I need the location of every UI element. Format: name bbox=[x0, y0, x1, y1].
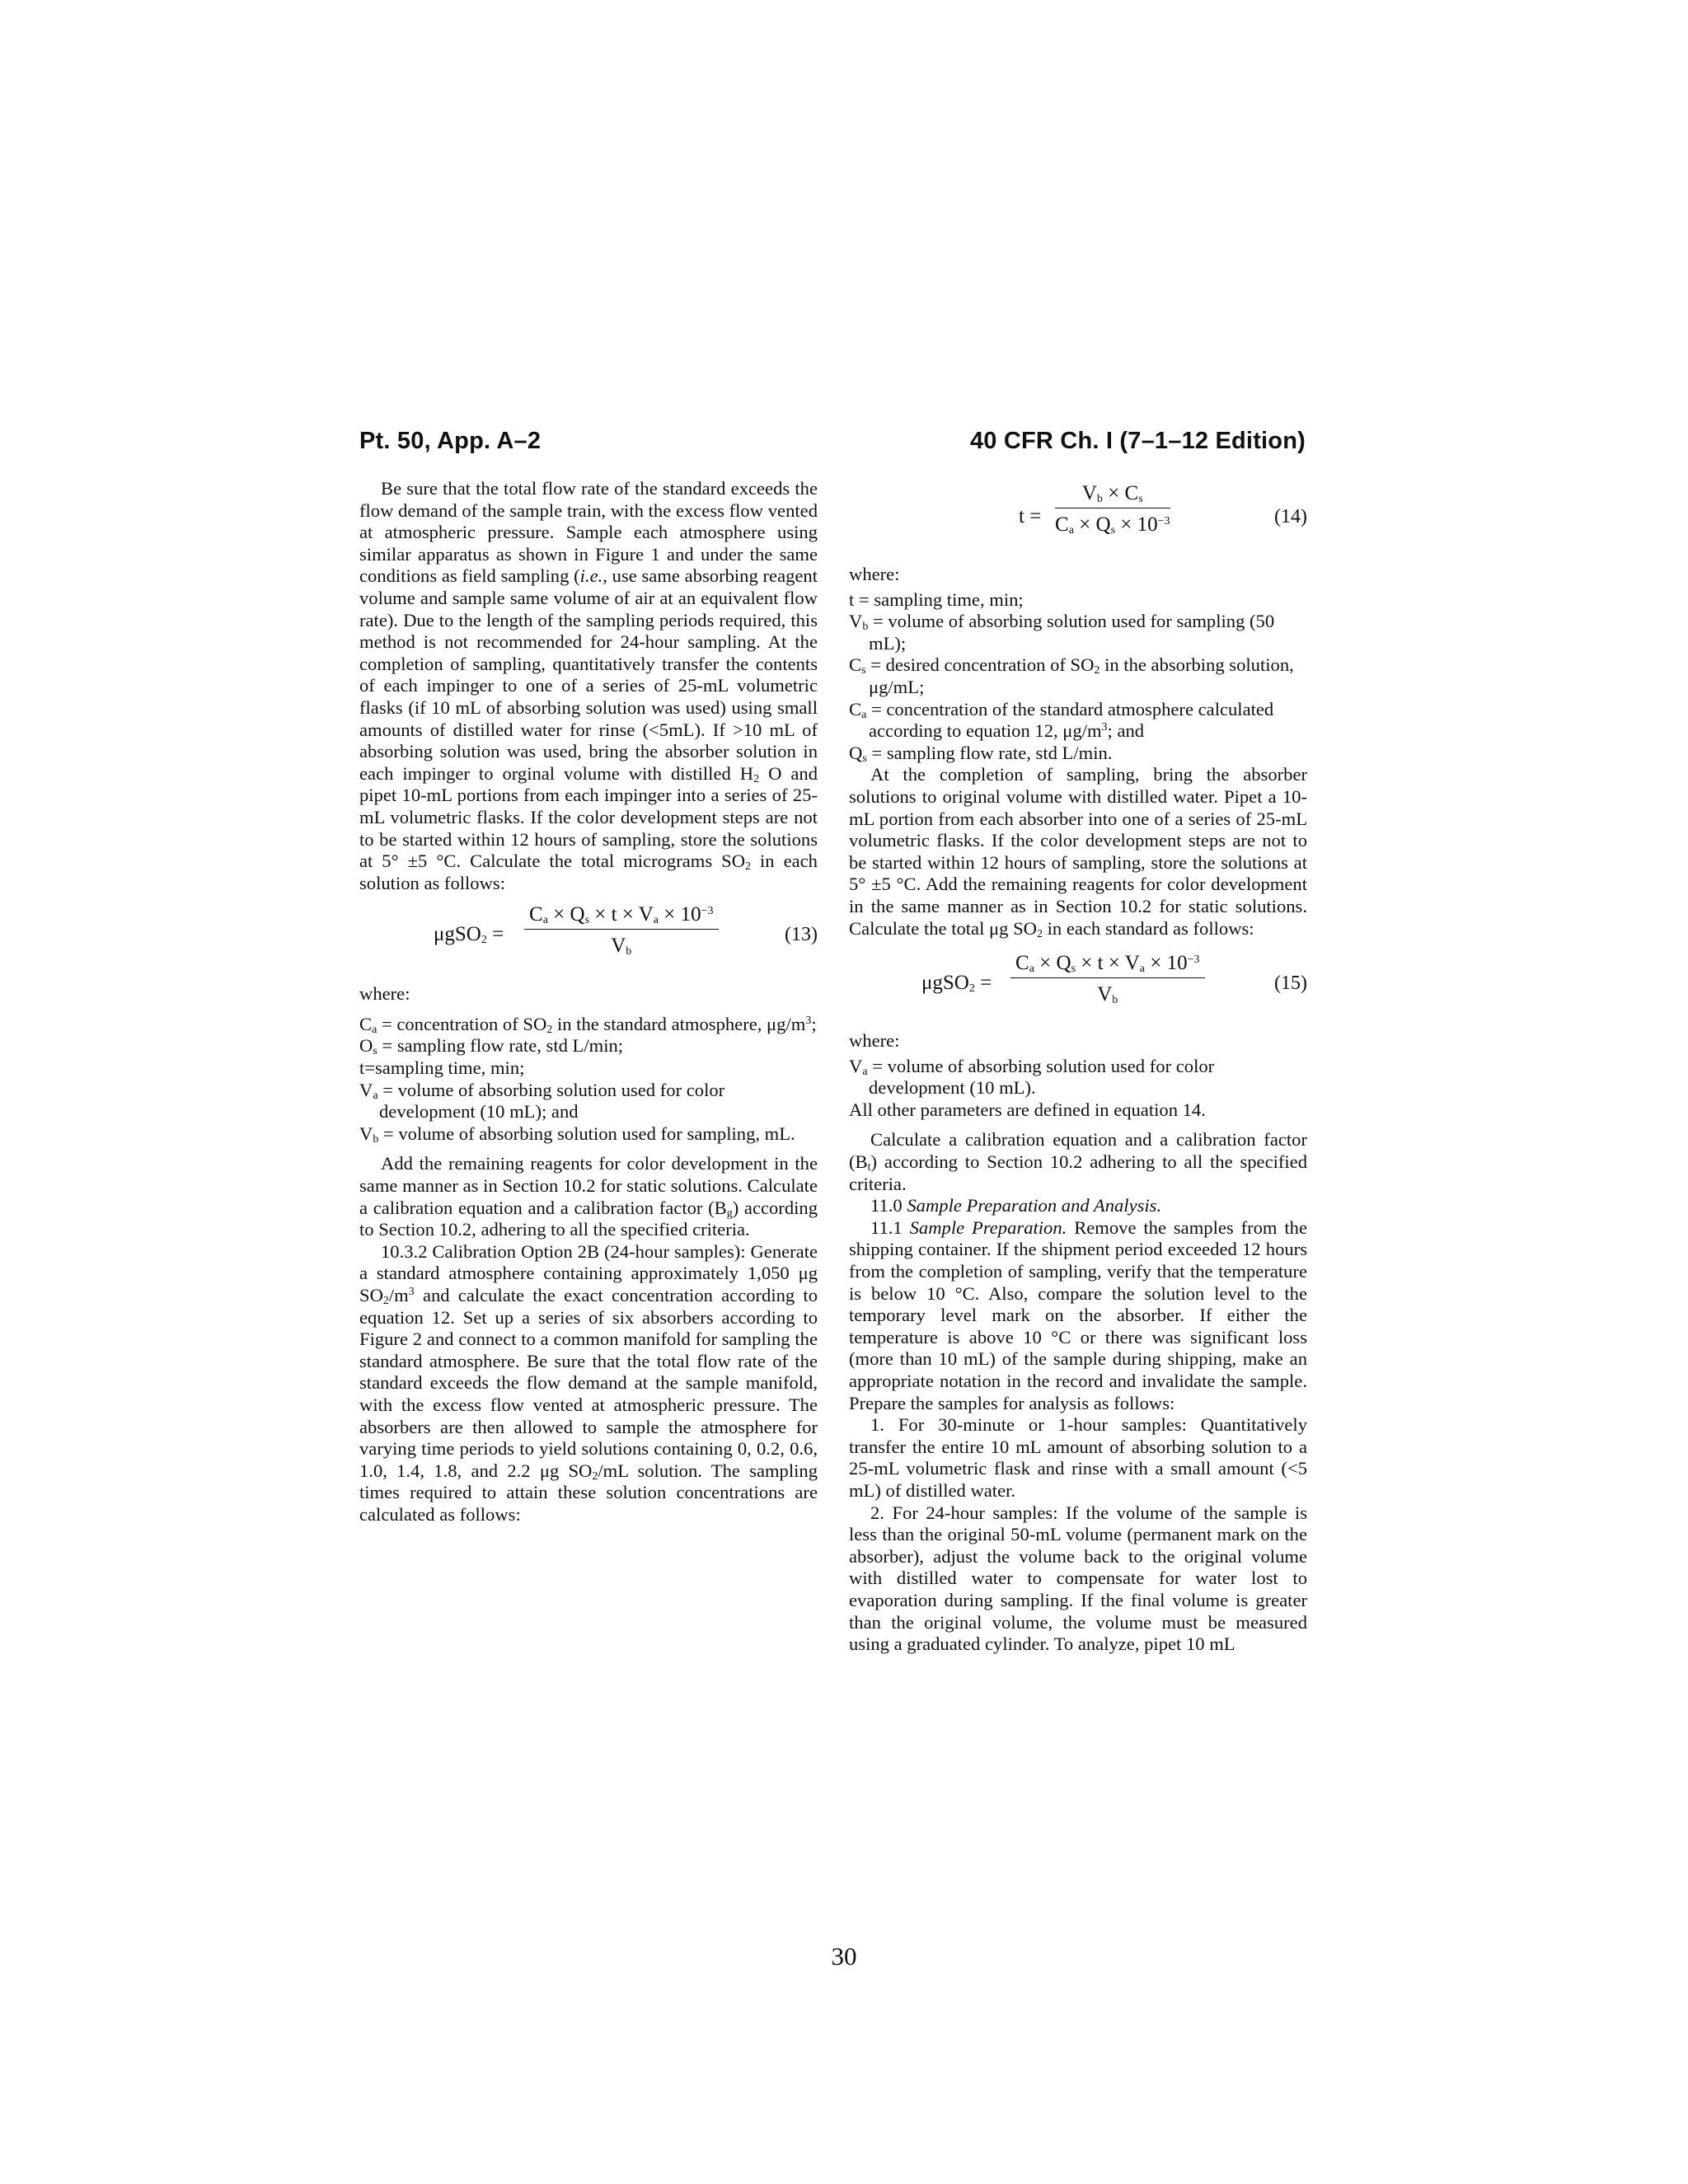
equation-13-denominator: $V_b$ bbox=[611, 935, 632, 958]
definition-t-right: t = sampling time, min; bbox=[849, 588, 1024, 610]
definition-other-params: All other parameters are defined in equation 14. bbox=[849, 1099, 1206, 1120]
equation-13 bbox=[359, 899, 818, 978]
paragraph-calibration-factor: Calculate a calibration equation and a calibration factor $(B_t)$ according to Section 10.2 adhering to all the specified criteria. bbox=[849, 1129, 1307, 1194]
equation-15 bbox=[849, 948, 1307, 1027]
equation-15-number: (15) bbox=[1274, 972, 1307, 995]
equation-13-fraction bbox=[524, 901, 719, 963]
right-column bbox=[849, 478, 1307, 1656]
definition-va-right: $V_a$ = volume of absorbing solution used for color development (10 mL). bbox=[849, 1055, 1215, 1099]
running-header-left: Pt. 50, App. A–2 bbox=[359, 428, 542, 454]
running-header-right: 40 CFR Ch. I (7–1–12 Edition) bbox=[969, 428, 1306, 454]
equation-13-number: (13) bbox=[785, 924, 818, 946]
definition-va: $V_a$ = volume of absorbing solution used for color development (10 mL); and bbox=[359, 1079, 725, 1122]
definition-ca: $C_a$ = concentration of $SO_2$ in the standard atmosphere, $\mu g/m^3$; bbox=[359, 1013, 817, 1036]
definition-ca-right: $C_a$ = concentration of the standard atmosphere calculated according to equation 12, $\mu g/m^3$; and bbox=[849, 698, 1274, 742]
definition-vb: $V_b$ = volume of absorbing solution used for sampling, mL. bbox=[359, 1122, 795, 1146]
paragraph-add-reagents: Add the remaining reagents for color development in the same manner as in Section 10.2 for static solutions. Calculate a calibration equation and a calibration factor $(B_g)$ according to Section 10.2, adhering to all the specified criteria. bbox=[359, 1153, 818, 1240]
equation-13-numerator: $C_a \times Q_s \times t \times V_a \times 10^{-3}$ bbox=[524, 901, 719, 930]
equation-15-fraction bbox=[1010, 949, 1205, 1011]
equation-14-fraction bbox=[1055, 480, 1170, 541]
paragraph-completion-of-sampling: At the completion of sampling, bring the absorber solutions to original volume with distilled water. Pipet a 10-mL portion from each absorber into one of a series of 25-mL volumetric flasks. If the color development steps are not to be started within 12 hours of sampling, store the solutions at 5° ±5 °C. Add the remaining reagents for color development in the same manner as in Section 10.2 for static solutions. Calculate the total μg $SO_2$ in each standard as follows: bbox=[849, 764, 1307, 940]
paragraph-11-1: 11.1 Sample Preparation. Remove the samples from the shipping container. If the shipment period exceeded 12 hours from the completion of sampling, verify that the temperature is below 10 °C. Also, compare the solution level to the temporary level mark on the absorber. If either the temperature is above 10 °C or there was significant loss (more than 10 mL) of the sample during shipping, make an appropriate notation in the record and invalidate the sample. Prepare the samples for analysis as follows: bbox=[849, 1216, 1307, 1413]
equation-15-numerator: $C_a \times Q_s \times t \times V_a \times 10^{-3}$ bbox=[1010, 949, 1205, 978]
paragraph-30-minute-samples: 1. For 30-minute or 1-hour samples: Quantitatively transfer the entire 10 mL amount of absorbing solution to a 25-mL volumetric flask and rinse with a small amount (<5 mL) of distilled water. bbox=[849, 1414, 1307, 1501]
definition-t: t=sampling time, min; bbox=[359, 1057, 525, 1079]
equation-14-number: (14) bbox=[1274, 506, 1307, 527]
where-label: where: bbox=[359, 983, 410, 1005]
paragraph-10-3-2: 10.3.2 Calibration Option 2B (24-hour samples): Generate a standard atmosphere containing approximately 1,050 μg $SO_2/m^3$ and calculate the exact concentration according to equation 12. Set up a series of six absorbers according to Figure 2 and connect to a common manifold for sampling the standard atmosphere. Be sure that the total flow rate of the standard exceeds the flow demand at the sample manifold, with the excess flow vented at atmospheric pressure. The absorbers are then allowed to sample the atmosphere for varying time periods to yield solutions containing 0, 0.2, 0.6, 1.0, 1.4, 1.8, and 2.2 μg $SO_2/mL$ solution. The sampling times required to attain these solution concentrations are calculated as follows: bbox=[359, 1240, 818, 1525]
definition-os: $O_s$ = sampling flow rate, std L/min; bbox=[359, 1035, 624, 1058]
definition-vb-right: $V_b$ = volume of absorbing solution used for sampling (50 mL); bbox=[849, 611, 1275, 654]
equation-14 bbox=[849, 478, 1307, 564]
equation-14-denominator: $C_a \times Q_s \times 10^{-3}$ bbox=[1055, 513, 1170, 537]
where-label-2: where: bbox=[849, 1030, 900, 1052]
left-column bbox=[359, 478, 818, 1526]
definition-qs: $Q_s$ = sampling flow rate, std L/min. bbox=[849, 742, 1113, 765]
equation-13-lhs: μgSO$_2$ = bbox=[434, 923, 504, 947]
paragraph-standard-atmosphere: Be sure that the total flow rate of the standard exceeds the flow demand of the sample train, with the excess flow vented at atmospheric pressure. Sample each atmosphere using similar apparatus as shown in Figure 1 and under the same conditions as field sampling (i.e., use same absorbing reagent volume and sample same volume of air at an equivalent flow rate). Due to the length of the sampling periods required, this method is not recommended for 24-hour sampling. At the completion of sampling, quantitatively transfer the contents of each impinger to one of a series of 25-mL volumetric flasks (if 10 mL of absorbing solution was used) using small amounts of distilled water for rinse (<5mL). If >10 mL of absorbing solution was used, bring the absorber solution in each impinger to orginal volume with distilled $H_2$ O and pipet 10-mL portions from each impinger into a series of 25-mL volumetric flasks. If the color development steps are not to be started within 12 hours of sampling, store the solutions at 5° ±5 °C. Calculate the total micrograms $SO_2$ in each solution as follows: bbox=[359, 478, 818, 893]
definition-cs: $C_s$ = desired concentration of $SO_2$ in the absorbing solution, μg/mL; bbox=[849, 654, 1294, 697]
paragraph-24-hour-samples: 2. For 24-hour samples: If the volume of the sample is less than the original 50-mL volume (permanent mark on the absorber), adjust the volume back to the original volume with distilled water to compensate for water lost to evaporation during sampling. If the final volume is greater than the original volume, the volume must be measured using a graduated cylinder. To analyze, pipet 10 mL bbox=[849, 1502, 1307, 1655]
equation-15-denominator: $V_b$ bbox=[1097, 983, 1118, 1007]
equation-14-lhs: t = bbox=[1019, 505, 1042, 527]
equation-14-numerator: $V_b \times C_s$ bbox=[1055, 480, 1170, 509]
equation-15-lhs: μgSO$_2$ = bbox=[921, 972, 992, 996]
section-11-0-heading: 11.0 Sample Preparation and Analysis. bbox=[870, 1195, 1162, 1216]
page-number: 30 bbox=[831, 1942, 857, 1971]
where-label-1: where: bbox=[849, 564, 900, 584]
